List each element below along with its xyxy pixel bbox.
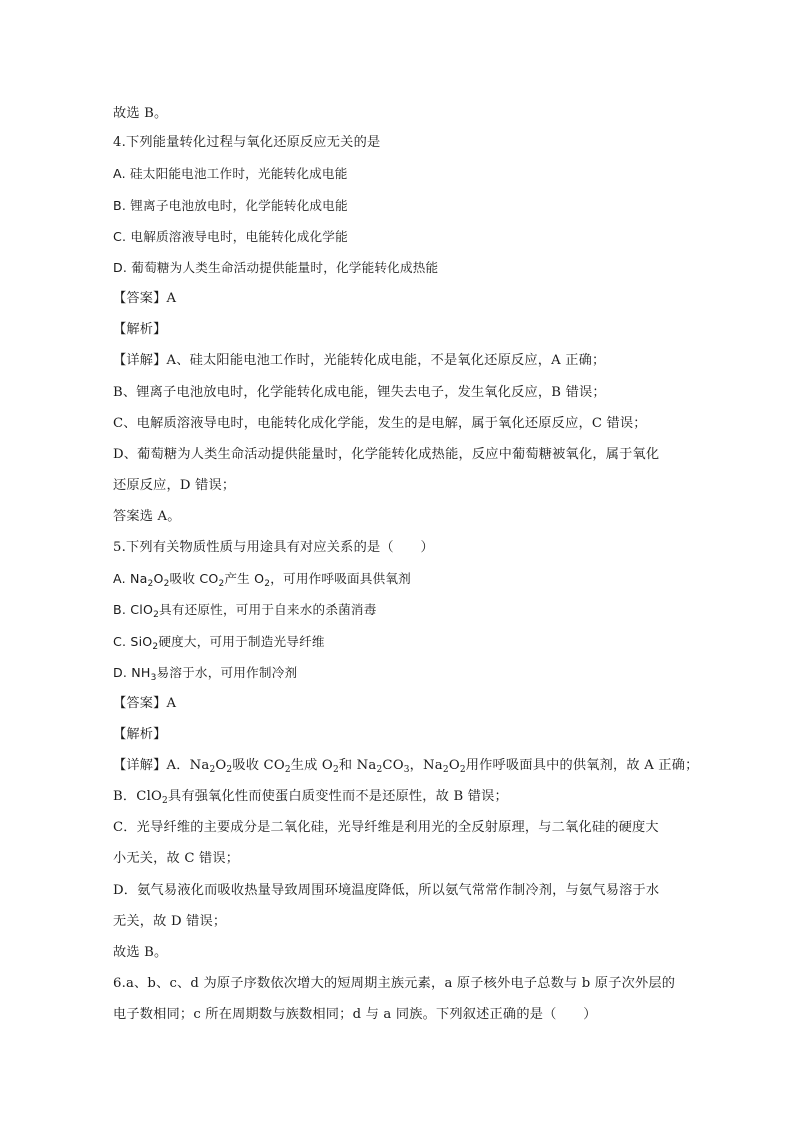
question-5-explanation-line: 小无关，故 C 错误；: [113, 851, 240, 866]
question-5-explanation-line: C．光导纤维的主要成分是二氧化硅，光导纤维是利用光的全反射原理，与二氧化硅的硬度大: [113, 820, 659, 835]
question-4-option-a: A. 硅太阳能电池工作时，光能转化成电能: [113, 166, 348, 181]
question-5-explanation-line: 无关，故 D 错误；: [113, 914, 227, 929]
question-4-explanation-line: C、电解质溶液导电时，电能转化成化学能，发生的是电解，属于氧化还原反应，C 错误；: [113, 416, 647, 431]
question-5-option-d: D. $NH_3$易溶于水，可用作制冷剂: [113, 665, 298, 683]
question-5-explanation-line: 【详解】A．$Na_2O_2$吸收 $CO_2$生成 $O_2$和 $Na_2CO_3$，$Na_2O_2$用作呼吸面具中的供氧剂，故 A 正确；: [113, 758, 699, 775]
question-5-analysis-heading: 【解析】: [113, 727, 167, 742]
text-line: 故选 B。: [113, 106, 168, 121]
question-5-explanation-line: D．氨气易液化而吸收热量导致周围环境温度降低，所以氨气常常作制冷剂，与氨气易溶于水: [113, 883, 660, 898]
question-4-option-c: C. 电解质溶液导电时，电能转化成化学能: [113, 229, 348, 244]
question-5-stem: 5.下列有关物质性质与用途具有对应关系的是（ ）: [113, 540, 434, 555]
question-4-explanation-line: 【详解】A、硅太阳能电池工作时，光能转化成电能，不是氧化还原反应，A 正确；: [113, 353, 606, 368]
question-4-option-b: B. 锂离子电池放电时，化学能转化成电能: [113, 198, 348, 213]
question-4-explanation-line: B、锂离子电池放电时，化学能转化成电能，锂失去电子，发生氧化反应，B 错误；: [113, 385, 606, 400]
question-5-conclusion: 故选 B。: [113, 945, 168, 960]
question-4-explanation-line: D、葡萄糖为人类生命活动提供能量时，化学能转化成热能，反应中葡萄糖被氧化，属于氧化: [113, 447, 660, 462]
question-5-answer: 【答案】A: [113, 696, 177, 711]
question-5-explanation-line: B．ClO$_2$具有强氧化性而使蛋白质变性而不是还原性，故 B 错误；: [113, 789, 508, 806]
question-4-answer: 【答案】A: [113, 291, 177, 306]
question-5-option-a: A. $Na_2O_2$吸收 $CO_2$产生 $O_2$，可用作呼吸面具供氧剂: [113, 571, 411, 589]
question-4-stem: 4.下列能量转化过程与氧化还原反应无关的是: [113, 135, 381, 150]
question-5-option-b: B. ClO$_2$具有还原性，可用于自来水的杀菌消毒: [113, 602, 377, 620]
question-4-analysis-heading: 【解析】: [113, 322, 167, 337]
question-6-stem-continued: 电子数相同；c 所在周期数与族数相同；d 与 a 同族。下列叙述正确的是（ ）: [113, 1007, 597, 1022]
question-6-stem: 6.a、b、c、d 为原子序数依次增大的短周期主族元素，a 原子核外电子总数与 b 原子次外层的: [113, 976, 676, 991]
question-4-option-d: D. 葡萄糖为人类生命活动提供能量时，化学能转化成热能: [113, 260, 439, 275]
question-4-explanation-line: 还原反应，D 错误；: [113, 478, 236, 493]
question-4-conclusion: 答案选 A。: [113, 509, 181, 524]
question-5-option-c: C. SiO$_2$硬度大，可用于制造光导纤维: [113, 634, 325, 652]
